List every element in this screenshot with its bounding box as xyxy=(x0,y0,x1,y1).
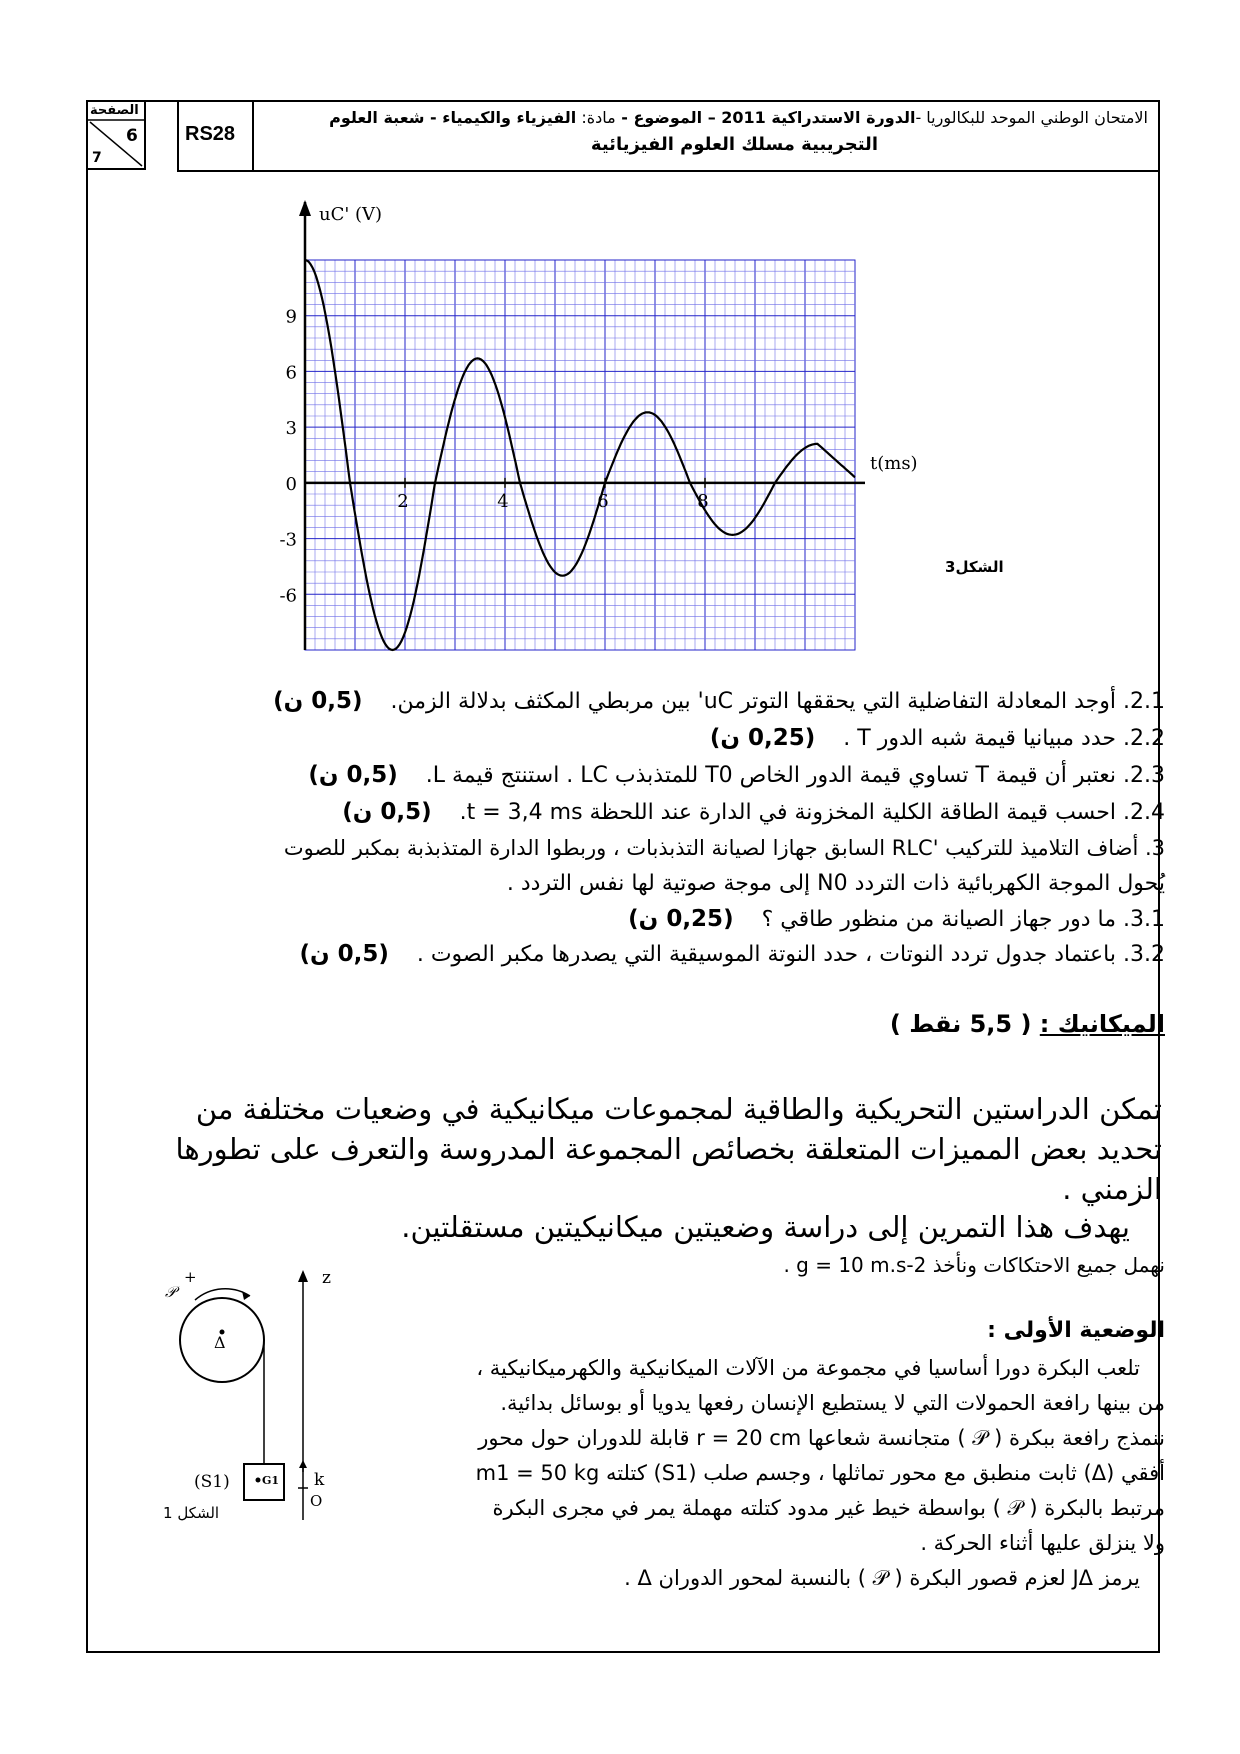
x-tick-label: 6 xyxy=(597,490,609,512)
page-number-box xyxy=(86,100,146,170)
page-total: 7 xyxy=(92,150,102,166)
y-tick-label: 3 xyxy=(285,418,297,440)
mechanics-title: الميكانيك : xyxy=(1039,1010,1165,1038)
mechanics-points: ( 5,5 نقط ) xyxy=(889,1010,1032,1038)
neglect-friction-line: نهمل جميع الاحتكاكات ونأخذ g = 10 m.s-2 . xyxy=(783,1253,1165,1277)
rotation-arrowhead-icon xyxy=(242,1291,250,1300)
exam-code-box xyxy=(177,100,254,172)
question-2-4: 2.4. احسب قيمة الطاقة الكلية المخزونة في الدارة عند اللحظة t = 3,4 ms. (0,5 ن) xyxy=(342,799,1165,825)
situation1-line2: من بينها رافعة الحمولات التي لا يستطيع الإنسان رفعها يدويا أو بوسائل بدائية. xyxy=(500,1391,1165,1415)
intro-line3: الزمني . xyxy=(1062,1172,1162,1206)
situation1-line4: أفقي (Δ) ثابت منطبق مع محور تماثلها ، وجسم صلب (S1) كتلته m1 = 50 kg xyxy=(475,1461,1165,1485)
exam-title-box xyxy=(252,100,1160,172)
exam-title-line1: الامتحان الوطني الموحد للبكالوريا -الدورة الاستدراكية 2011 – الموضوع - مادة: الفيزياء والكيمياء - شعبة العلوم xyxy=(329,108,1148,127)
k-vector-arrowhead-icon xyxy=(299,1460,307,1468)
g1-label: G1 xyxy=(262,1474,280,1487)
question-2-3: 2.3. نعتبر أن قيمة T تساوي قيمة الدور الخاص T0 للمتذبذب LC . استنتج قيمة L. (0,5 ن) xyxy=(308,762,1165,788)
figure3-caption: الشكل3 xyxy=(945,558,1004,576)
pulley-label: 𝒫 xyxy=(165,1283,176,1301)
y-tick-label: -3 xyxy=(279,529,297,551)
k-vector-label: k xyxy=(314,1470,325,1490)
z-axis-arrow-icon xyxy=(298,1270,308,1282)
y-axis-arrow-icon xyxy=(299,200,311,216)
grid-background xyxy=(305,260,855,650)
intro-line2: تحديد بعض المميزات المتعلقة بخصائص المجموعة المدروسة والتعرف على تطورها xyxy=(175,1132,1162,1166)
chart-grid xyxy=(305,260,855,650)
situation1-line3: ننمذج رافعة ببكرة ( 𝒫 ) متجانسة شعاعها r = 20 cm قابلة للدوران حول محور xyxy=(478,1426,1165,1450)
question-3-line1: 3. أضاف التلاميذ للتركيب 'RLC السابق جهازا لصيانة التذبذبات ، وربطوا الدارة المتذبذبة بمكبر للصوت xyxy=(283,836,1165,860)
x-tick-label: 2 xyxy=(397,490,409,512)
uc-oscillation-chart xyxy=(279,200,1005,660)
page-number: 6 xyxy=(126,126,138,146)
intro-line4: يهدف هذا التمرين إلى دراسة وضعيتين ميكانيكيتين مستقلتين. xyxy=(401,1210,1130,1244)
x-tick-label: 4 xyxy=(497,490,509,512)
question-3-1: 3.1. ما دور جهاز الصيانة من منظور طاقي ؟ (0,25 ن) xyxy=(628,906,1165,932)
figure1-caption: الشكل 1 xyxy=(163,1504,220,1522)
x-axis-label: t(ms) xyxy=(870,452,918,474)
z-axis-label: z xyxy=(322,1268,331,1288)
situation1-title: الوضعية الأولى : xyxy=(987,1318,1165,1343)
y-tick-label: 6 xyxy=(285,362,297,384)
situation1-line1: تلعب البكرة دورا أساسيا في مجموعة من الآلات الميكانيكية والكهرميكانيكية ، xyxy=(476,1356,1140,1380)
y-tick-label: 9 xyxy=(285,306,297,328)
question-2-2: 2.2. حدد مبيانيا قيمة شبه الدور T . (0,25 ن) xyxy=(709,725,1165,751)
page-label: الصفحة xyxy=(90,103,139,118)
situation1-line6: ولا ينزلق عليها أثناء الحركة . xyxy=(920,1531,1165,1555)
body-s1-label: (S1) xyxy=(194,1472,230,1492)
y-tick-label: -6 xyxy=(279,585,297,607)
situation1-line5: مرتبط بالبكرة ( 𝒫 ) بواسطة خيط غير مدود كتلته مهملة يمر في مجرى البكرة xyxy=(492,1496,1165,1520)
g1-dot xyxy=(256,1478,261,1483)
question-3-line2: يُحول الموجة الكهربائية ذات التردد N0 إلى موجة صوتية لها نفس التردد . xyxy=(506,871,1165,896)
y-axis-label: uC' (V) xyxy=(319,204,383,225)
intro-line1: تمكن الدراستين التحريكية والطاقية لمجموعات ميكانيكية في وضعيات مختلفة من xyxy=(195,1092,1162,1126)
axis-delta-label: Δ xyxy=(214,1333,226,1352)
origin-label: O xyxy=(310,1492,323,1510)
mechanics-heading xyxy=(890,1010,1165,1038)
pulley-plus-sign: + xyxy=(184,1268,197,1286)
question-2-1: 2.1. أوجد المعادلة التفاضلية التي يحققها التوتر uC' بين مربطي المكثف بدلالة الزمن. (0,5 ن) xyxy=(273,688,1165,714)
question-3-2: 3.2. باعتماد جدول تردد النوتات ، حدد النوتة الموسيقية التي يصدرها مكبر الصوت . (0,5 ن) xyxy=(299,941,1165,967)
pulley-diagram xyxy=(150,1250,370,1530)
exam-code: RS28 xyxy=(185,123,236,145)
exam-title-line2: التجريبية مسلك العلوم الفيزيائية xyxy=(590,134,878,155)
y-tick-label: 0 xyxy=(285,473,297,495)
x-tick-label: 8 xyxy=(697,490,709,512)
situation1-line7: يرمز JΔ لعزم قصور البكرة ( 𝒫 ) بالنسبة لمحور الدوران Δ . xyxy=(624,1566,1140,1590)
